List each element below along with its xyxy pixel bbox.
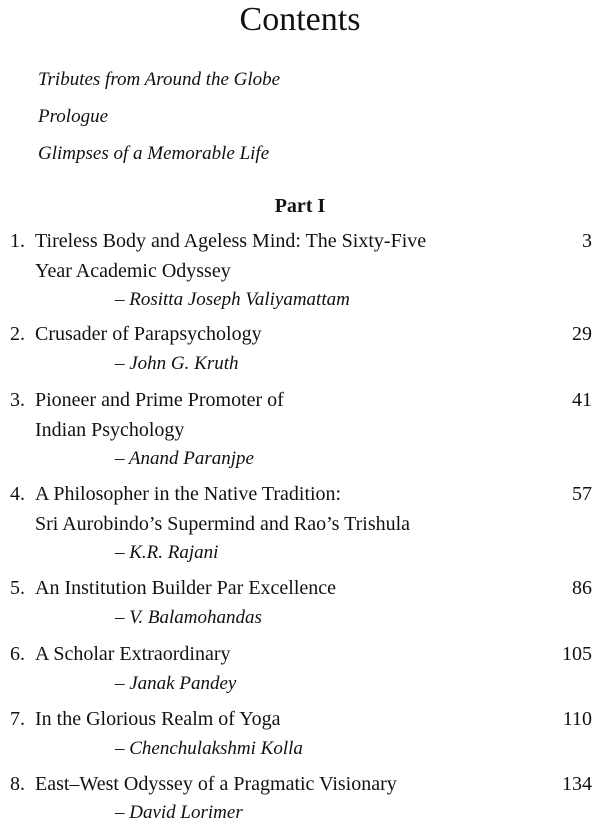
entry-number: 7. <box>10 708 25 730</box>
entry-number: 5. <box>10 577 25 599</box>
entry-title-line: In the Glorious Realm of Yoga <box>35 708 281 730</box>
part-heading: Part I <box>274 195 326 217</box>
entry-title-line: Sri Aurobindo’s Supermind and Rao’s Trishula <box>35 513 411 535</box>
entry-author: – John G. Kruth <box>115 353 239 374</box>
page-title: Contents <box>239 1 361 38</box>
entry-title-line: A Scholar Extraordinary <box>35 643 231 665</box>
entry-author: – David Lorimer <box>115 802 243 823</box>
entry-author: – K.R. Rajani <box>115 542 219 563</box>
entry-number: 1. <box>10 230 25 252</box>
entry-title-line: A Philosopher in the Native Tradition: <box>35 483 342 505</box>
entry-page-number: 29 <box>572 323 592 345</box>
entry-number: 4. <box>10 483 25 505</box>
entry-author: – Janak Pandey <box>115 673 237 694</box>
entry-author: – Rositta Joseph Valiyamattam <box>115 289 350 310</box>
entry-author: – V. Balamohandas <box>115 607 262 628</box>
entry-title-line: East–West Odyssey of a Pragmatic Visionary <box>35 773 397 795</box>
entry-number: 8. <box>10 773 25 795</box>
entry-page-number: 105 <box>562 643 592 665</box>
entry-page-number: 3 <box>582 230 592 252</box>
entry-title-line: Crusader of Parapsychology <box>35 323 262 345</box>
entry-title-line: Indian Psychology <box>35 419 185 441</box>
front-matter-item-prologue: Prologue <box>38 106 109 127</box>
entry-page-number: 134 <box>562 773 592 795</box>
entry-number: 3. <box>10 389 25 411</box>
entry-page-number: 110 <box>562 708 592 730</box>
entry-title-line: Tireless Body and Ageless Mind: The Sixty-Five <box>35 230 427 252</box>
entry-page-number: 86 <box>572 577 592 599</box>
entry-author: – Chenchulakshmi Kolla <box>115 738 303 759</box>
entry-title-line: An Institution Builder Par Excellence <box>35 577 337 599</box>
front-matter-item-glimpses: Glimpses of a Memorable Life <box>38 143 270 164</box>
entry-number: 2. <box>10 323 25 345</box>
entry-title-line: Year Academic Odyssey <box>35 260 231 282</box>
entry-author: – Anand Paranjpe <box>115 448 254 469</box>
entry-title-line: Pioneer and Prime Promoter of <box>35 389 284 411</box>
entry-page-number: 57 <box>572 483 592 505</box>
entry-page-number: 41 <box>572 389 592 411</box>
entry-number: 6. <box>10 643 25 665</box>
front-matter-item-tributes: Tributes from Around the Globe <box>38 69 281 90</box>
